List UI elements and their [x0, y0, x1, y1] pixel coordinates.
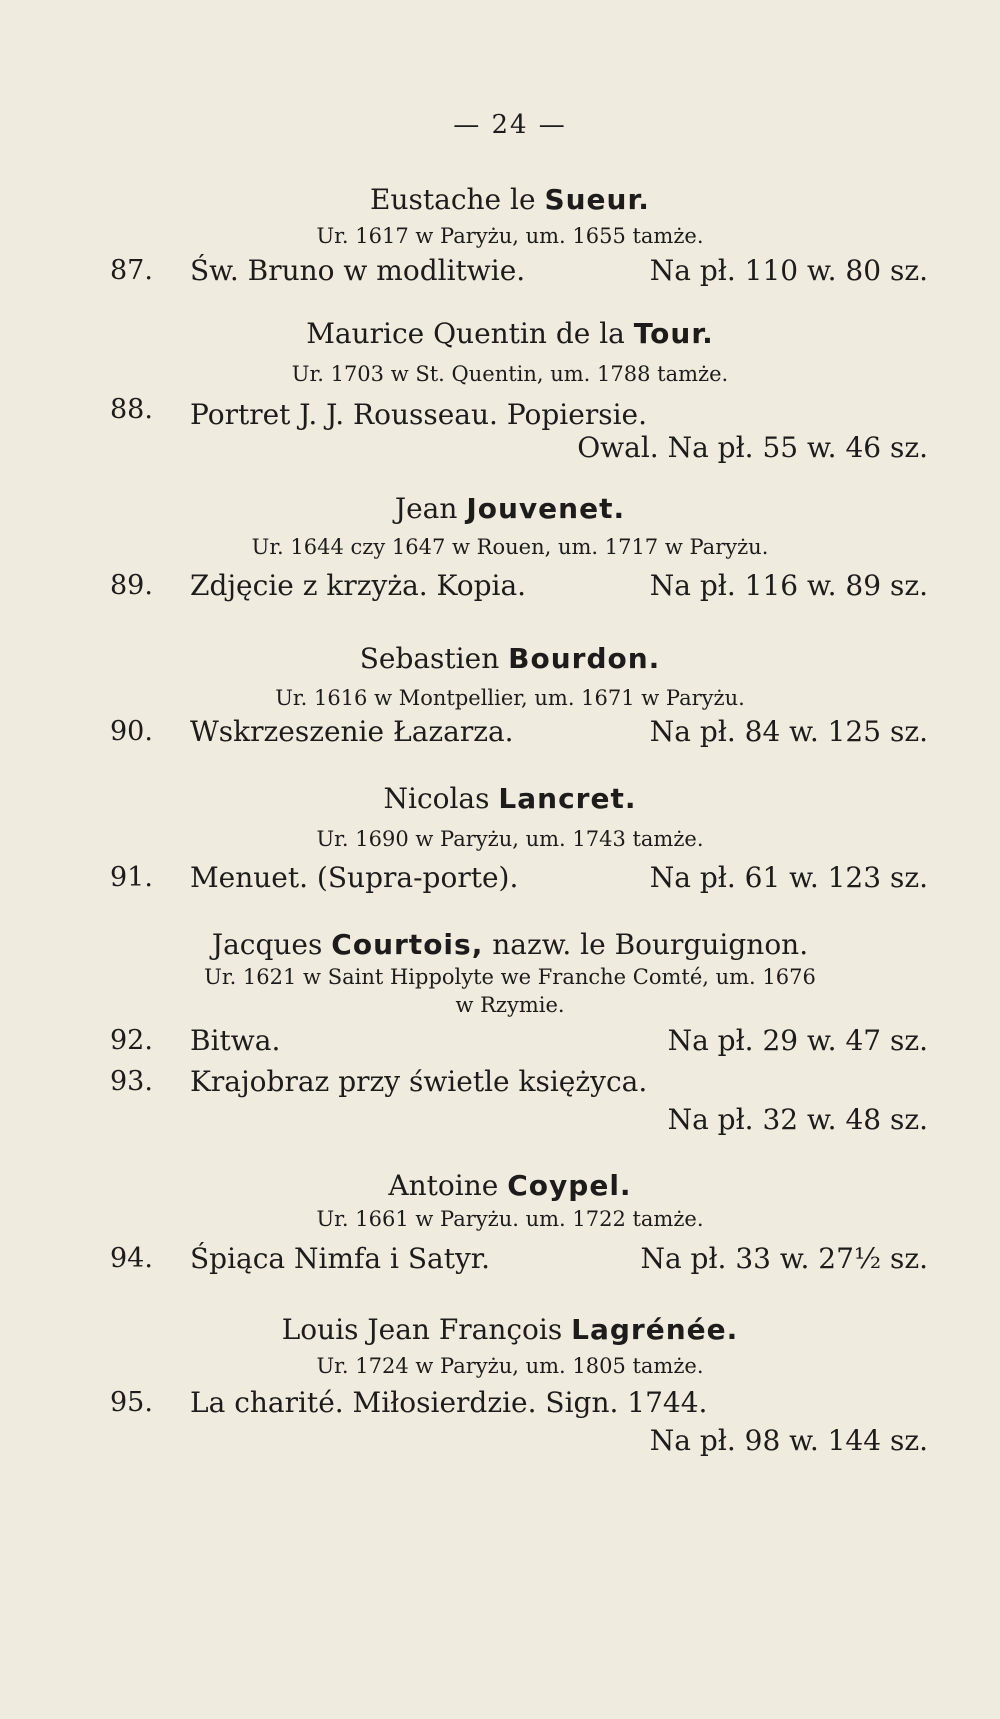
- artist-heading: [100, 782, 920, 815]
- catalog-number: 87.: [110, 255, 153, 286]
- work-title: Portret J. J. Rousseau. Popiersie.: [190, 398, 648, 431]
- artist-heading: [100, 928, 920, 961]
- artist-bio: Ur. 1703 w St. Quentin, um. 1788 tamże.: [291, 362, 729, 386]
- artist-heading: [100, 317, 920, 350]
- artist-first-name: Sebastien: [359, 642, 509, 675]
- artist-bio: Ur. 1724 w Paryżu, um. 1805 tamże.: [316, 1354, 704, 1378]
- artist-first-name: Eustache le: [370, 183, 545, 216]
- work-dimensions: Na pł. 116 w. 89 sz.: [649, 569, 928, 602]
- artist-bio-continued: w Rzymie.: [455, 993, 565, 1017]
- artist-first-name: Nicolas: [383, 782, 499, 815]
- work-dimensions: Owal. Na pł. 55 w. 46 sz.: [577, 431, 928, 464]
- artist-surname: Lancret.: [498, 782, 637, 815]
- work-title: Św. Bruno w modlitwie.: [190, 254, 526, 287]
- artist-bio: Ur. 1661 w Paryżu. um. 1722 tamże.: [316, 1207, 704, 1231]
- catalog-number: 91.: [110, 862, 153, 893]
- work-dimensions: Na pł. 110 w. 80 sz.: [649, 254, 928, 287]
- artist-bio: Ur. 1644 czy 1647 w Rouen, um. 1717 w Paryżu.: [251, 535, 769, 559]
- artist-heading: [100, 1313, 920, 1346]
- artist-heading: [100, 1169, 920, 1202]
- work-dimensions: Na pł. 29 w. 47 sz.: [667, 1024, 928, 1057]
- artist-first-name: Antoine: [388, 1169, 508, 1202]
- artist-bio: Ur. 1621 w Saint Hippolyte we Franche Comté, um. 1676: [204, 965, 816, 989]
- artist-surname: Lagrénée.: [571, 1313, 739, 1346]
- work-dimensions: Na pł. 32 w. 48 sz.: [667, 1103, 928, 1136]
- catalog-number: 95.: [110, 1387, 153, 1418]
- work-title: Bitwa.: [190, 1024, 281, 1057]
- work-title: Zdjęcie z krzyża. Kopia.: [190, 569, 527, 602]
- work-dimensions: Na pł. 98 w. 144 sz.: [649, 1424, 928, 1457]
- work-title: Menuet. (Supra-porte).: [190, 861, 519, 894]
- catalog-number: 90.: [110, 716, 153, 747]
- catalog-number: 89.: [110, 570, 153, 601]
- page-number: — 24 —: [453, 110, 567, 140]
- artist-bio: Ur. 1617 w Paryżu, um. 1655 tamże.: [316, 224, 704, 248]
- work-title: Krajobraz przy świetle księżyca.: [190, 1065, 648, 1098]
- work-title: Wskrzeszenie Łazarza.: [190, 715, 514, 748]
- artist-surname: Bourdon.: [508, 642, 661, 675]
- artist-surname: Sueur.: [544, 183, 650, 216]
- artist-heading: [100, 642, 920, 675]
- artist-surname: Courtois,: [331, 928, 484, 961]
- catalog-number: 93.: [110, 1066, 153, 1097]
- artist-surname: Tour.: [633, 317, 714, 350]
- work-dimensions: Na pł. 61 w. 123 sz.: [649, 861, 928, 894]
- artist-bio: Ur. 1690 w Paryżu, um. 1743 tamże.: [316, 827, 704, 851]
- work-title: La charité. Miłosierdzie. Sign. 1744.: [190, 1386, 708, 1419]
- artist-first-name: Jean: [394, 492, 467, 525]
- catalog-number: 94.: [110, 1243, 153, 1274]
- artist-heading: [100, 492, 920, 525]
- artist-bio: Ur. 1616 w Montpellier, um. 1671 w Paryżu.: [275, 686, 745, 710]
- artist-first-name: Maurice Quentin de la: [306, 317, 634, 350]
- artist-surname: Coypel.: [507, 1169, 632, 1202]
- artist-surname: Jouvenet.: [466, 492, 626, 525]
- artist-heading: [100, 183, 920, 216]
- work-dimensions: Na pł. 84 w. 125 sz.: [649, 715, 928, 748]
- work-dimensions: Na pł. 33 w. 27½ sz.: [640, 1242, 928, 1275]
- work-title: Śpiąca Nimfa i Satyr.: [190, 1242, 491, 1275]
- catalog-number: 92.: [110, 1025, 153, 1056]
- artist-first-name: Louis Jean François: [281, 1313, 572, 1346]
- artist-first-name: Jacques: [211, 928, 332, 961]
- catalog-number: 88.: [110, 394, 153, 425]
- artist-nickname: nazw. le Bourguignon.: [483, 928, 809, 961]
